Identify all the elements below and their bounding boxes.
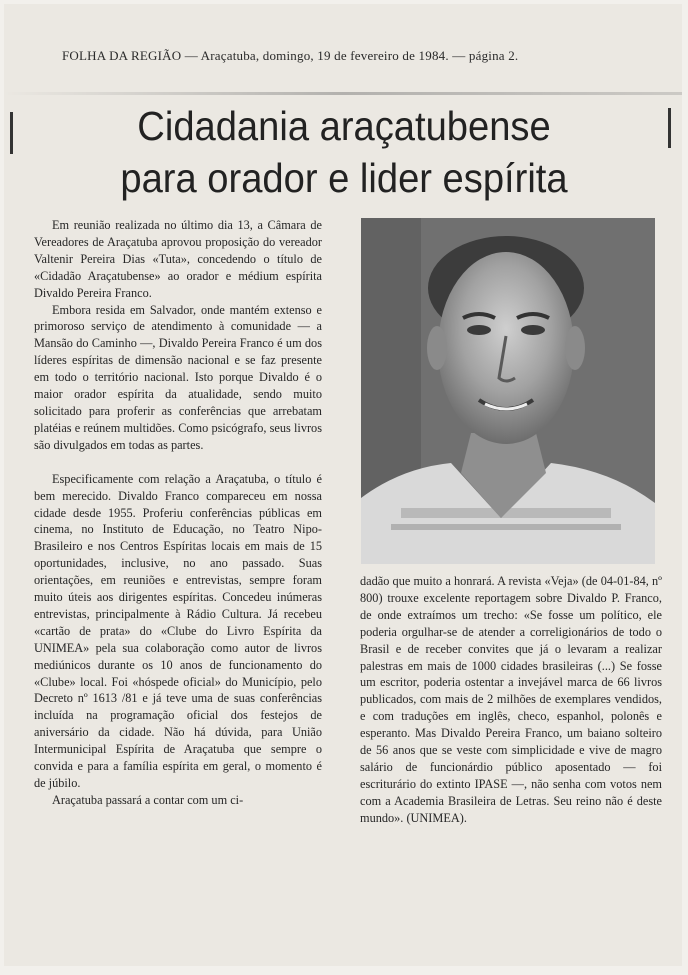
portrait-photo [361,218,655,564]
newspaper-clipping [4,4,682,966]
paragraph-4: Araçatuba passará a contar com um ci- [52,792,244,807]
headline-line-1: Cidadania araçatubense [137,103,551,149]
paragraph-3: Especificamente com relação a Araçatuba, o título é bem merecido. Divaldo Franco compareceu em nossa cidade desde 1955. Proferiu conferências públicas em cinema, no Instituto de Educação, no Teatro Nipo-Brasileiro e nos Centros Espíritas locais em mais de 15 oportunidades, inclusive, no ano passado. Suas orientações, em reuniões e entrevistas, sempre foram muito úteis aos dirigentes espíritas. Concedeu inúmeras entrevistas, principalmente à Rádio Cultura. Já recebeu «cartão de prata» do «Clube do Livro Espírita da UNIMEA» pela sua colaboração como autor de livros mediúnicos durante os 10 anos de funcionamento do «Clube» local. Foi «hóspede oficial» do Município, pelo Decreto nº 1613 /81 e já teve uma de suas conferências incluída na programação oficial dos festejos de aniversário da cidade. Não há dúvida, para União Intermunicipal Espírita de Araçatuba que sempre o convida e para a família espírita em geral, o momento é de júbilo. [34,471,322,790]
headline-line-2: para orador e lider espírita [120,155,568,201]
left-margin-bar [10,112,13,154]
portrait-illustration [361,218,655,564]
paragraph-continuation: dadão que muito a honrará. A revista «Veja» (de 04-01-84, nº 800) trouxe excelente reportagem sobre Divaldo P. Franco, de onde extraímos um trecho: «Se fosse um político, ele poderia orgulhar-se de atender a correligionários de todo o Brasil e de receber convites que já o levaram a realizar palestras em mais de 1000 cidades brasileiras (...) Se fosse um escritor, poderia ostentar a invejável marca de 66 livros publicados, com mais de 2 milhões de exemplares vendidos, e com traduções em inglês, checo, espanhol, polonês e esperanto. Mas Divaldo Pereira Franco, um baiano solteiro de 56 anos que se veste com simplicidade e vive de magro salário de funcionárdio público aposentado — foi escriturário do extinto IPASE —, não senha com votos nem com a Academia Brasileira de Letras. Seu reino não é deste mundo». (UNIMEA). [360,574,662,825]
article-left-column [34,217,322,809]
paragraph-1: Em reunião realizada no último dia 13, a Câmara de Vereadores de Araçatuba aprovou proposição do vereador Valtenir Pereira Dias «Tuta», concedendo o título de «Cidadão Araçatubense» ao orador e médium espírita Divaldo Pereira Franco. [34,218,322,300]
headline [84,100,605,204]
newspaper-header: FOLHA DA REGIÃO — Araçatuba, domingo, 19 de fevereiro de 1984. — página 2. [62,48,519,63]
article-right-column [360,573,662,827]
paragraph-2: Embora resida em Salvador, onde mantém extenso e primoroso serviço de atendimento à comunidade — a Mansão do Caminho —, Divaldo Pereira Franco é um dos líderes espíritas de dimensão nacional e se faz presente em todo o território nacional. Isto porque Divaldo é o maior orador espírita da atualidade, sendo muito solicitado para proferir as conferências que arrebatam platéias e reúnem multidões. Como psicógrafo, seus livros são divulgados em todas as partes. [34,302,322,452]
header-rule [4,92,682,95]
right-margin-bar [668,108,671,148]
